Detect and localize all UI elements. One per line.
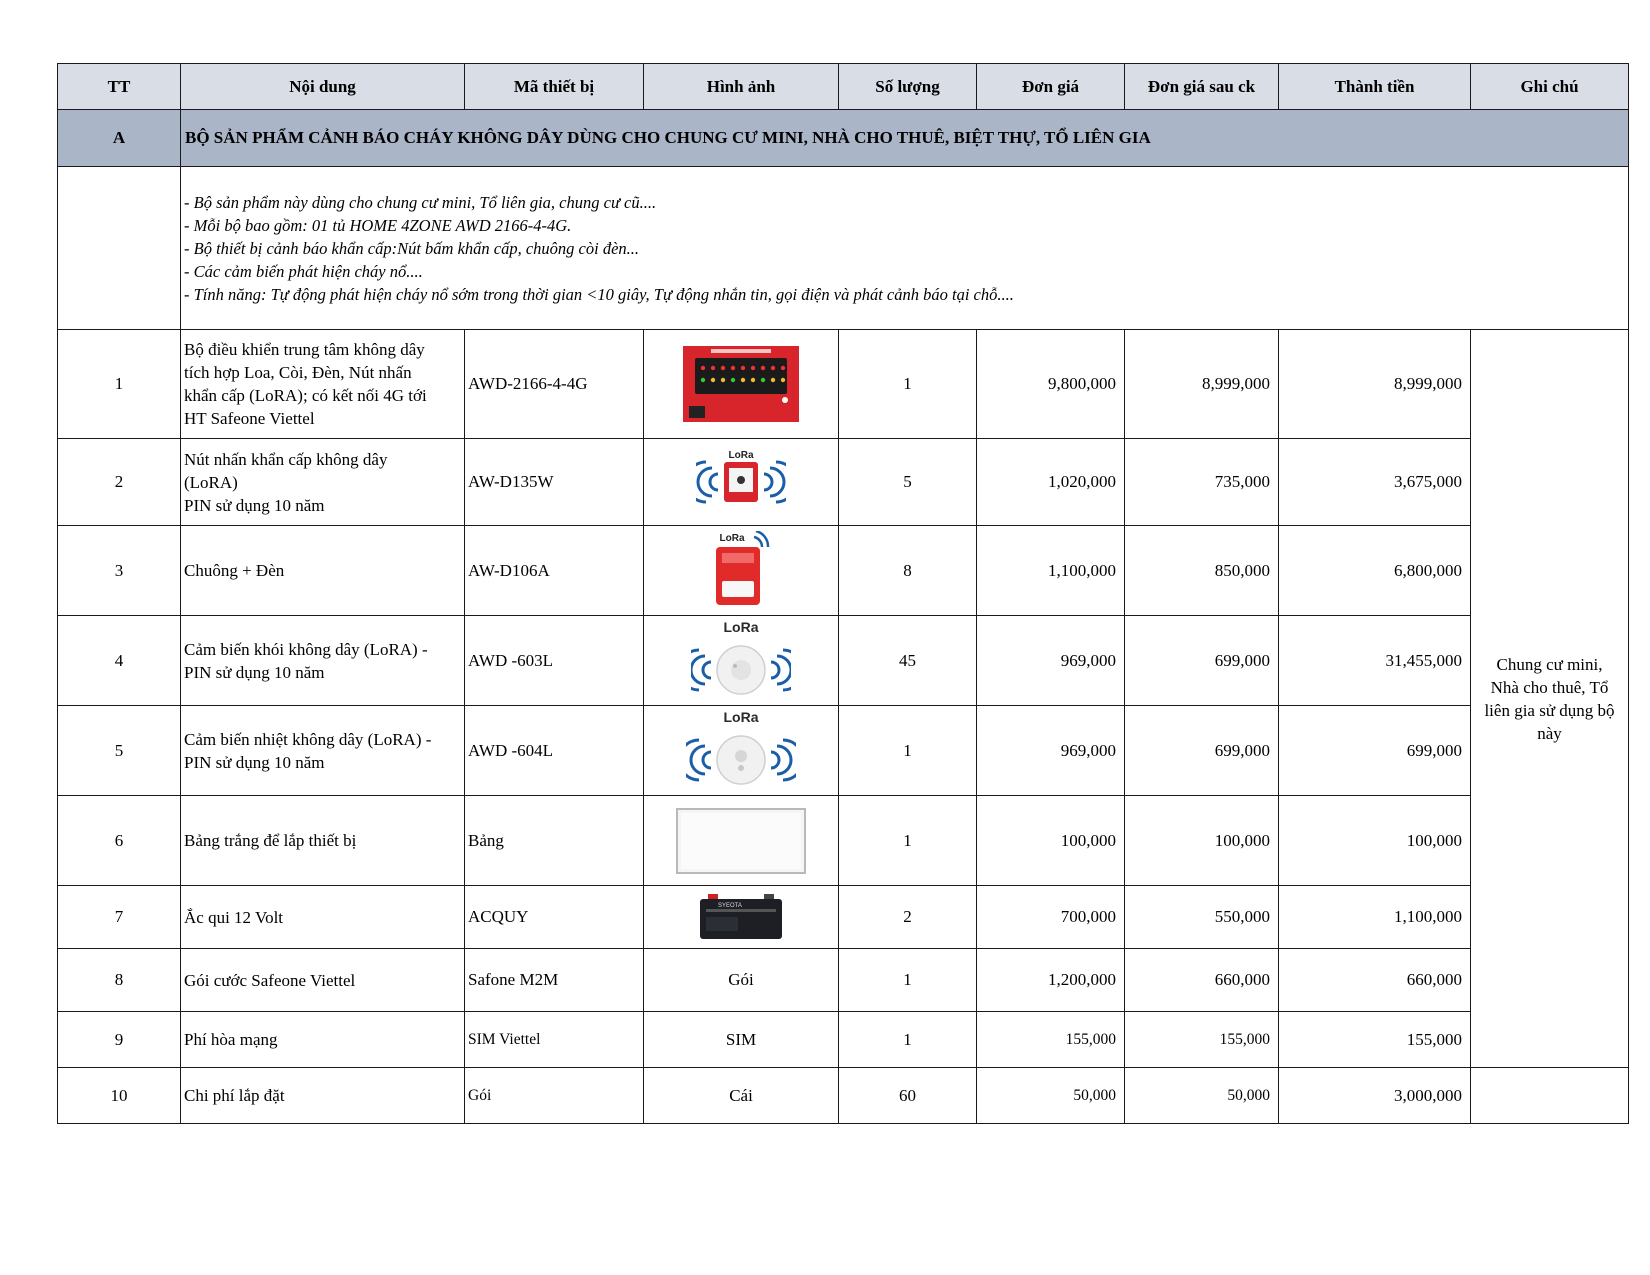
row-quantity: 2 [839, 886, 977, 949]
row-device-code: AW-D135W [465, 439, 644, 526]
header-tt: TT [58, 64, 181, 110]
ghi-chu-line: liên gia sử dụng bộ [1484, 700, 1615, 720]
note-line: - Bộ sản phẩm này dùng cho chung cư mini, Tổ liên gia, chung cư cũ.... [184, 192, 657, 212]
header-row [58, 64, 1629, 110]
header-hinh-anh: Hình ảnh [644, 64, 839, 110]
table-row [58, 1068, 1629, 1124]
row-device-code: AW-D106A [465, 526, 644, 616]
ghi-chu-note [1471, 330, 1629, 1068]
whiteboard-image [675, 807, 807, 875]
quotation-table [57, 63, 1629, 1124]
row-discounted-price: 850,000 [1125, 526, 1279, 616]
svg-text:SYEOTA: SYEOTA [718, 903, 742, 909]
row-total: 1,100,000 [1279, 886, 1471, 949]
header-ma-thiet-bi: Mã thiết bị [465, 64, 644, 110]
row-total: 100,000 [1279, 796, 1471, 886]
ghi-chu-empty [1471, 1068, 1629, 1124]
header-don-gia-sau-ck: Đơn giá sau ck [1125, 64, 1279, 110]
row-quantity: 1 [839, 796, 977, 886]
description-line: PIN sử dụng 10 năm [184, 662, 325, 682]
row-unit-price: 50,000 [977, 1068, 1125, 1124]
row-quantity: 5 [839, 439, 977, 526]
row-device-code: Gói [465, 1068, 644, 1124]
table-row [58, 796, 1629, 886]
lora-bell-strobe-image [644, 526, 839, 616]
row-quantity: 60 [839, 1068, 977, 1124]
table-row [58, 330, 1629, 439]
row-device-code: Bảng [465, 796, 644, 886]
row-image-text: Cái [644, 1068, 839, 1124]
row-unit-price: 969,000 [977, 706, 1125, 796]
description-line: Ắc qui 12 Volt [184, 907, 284, 927]
row-tt: 7 [58, 886, 181, 949]
whiteboard-image [644, 796, 839, 886]
row-quantity: 1 [839, 330, 977, 439]
note-line: - Bộ thiết bị cảnh báo khẩn cấp:Nút bấm khẩn cấp, chuông còi đèn... [184, 238, 640, 258]
notes-row [58, 167, 1629, 330]
row-discounted-price: 100,000 [1125, 796, 1279, 886]
note-line: - Tính năng: Tự động phát hiện cháy nổ sớm trong thời gian <10 giây, Tự động nhắn tin, gọi điện và phát cảnh báo tại chỗ.... [184, 284, 1014, 304]
row-device-code: AWD-2166-4-4G [465, 330, 644, 439]
row-quantity: 1 [839, 1012, 977, 1068]
row-description [181, 886, 465, 949]
row-discounted-price: 155,000 [1125, 1012, 1279, 1068]
ghi-chu-line: Nhà cho thuê, Tổ [1490, 677, 1609, 697]
row-total: 8,999,000 [1279, 330, 1471, 439]
description-line: khẩn cấp (LoRA); có kết nối 4G tới [184, 386, 427, 405]
notes-empty-cell [58, 167, 181, 330]
row-unit-price: 9,800,000 [977, 330, 1125, 439]
row-total: 3,000,000 [1279, 1068, 1471, 1124]
row-total: 155,000 [1279, 1012, 1471, 1068]
description-line: Cảm biến nhiệt không dây (LoRA) - [184, 729, 432, 749]
battery-image [698, 893, 784, 941]
table-row [58, 886, 1629, 949]
row-description [181, 526, 465, 616]
row-unit-price: 1,020,000 [977, 439, 1125, 526]
row-device-code: ACQUY [465, 886, 644, 949]
row-total: 660,000 [1279, 949, 1471, 1012]
control-panel-image [644, 330, 839, 439]
row-tt: 9 [58, 1012, 181, 1068]
header-so-luong: Số lượng [839, 64, 977, 110]
row-device-code: AWD -604L [465, 706, 644, 796]
battery-image [644, 886, 839, 949]
row-description [181, 796, 465, 886]
note-line: - Các cảm biến phát hiện cháy nổ.... [184, 261, 423, 281]
row-unit-price: 969,000 [977, 616, 1125, 706]
row-description [181, 616, 465, 706]
lora-smoke-detector-image [691, 618, 791, 704]
row-tt: 8 [58, 949, 181, 1012]
description-line: Gói cước Safeone Viettel [184, 970, 356, 990]
row-quantity: 1 [839, 706, 977, 796]
row-tt: 4 [58, 616, 181, 706]
row-unit-price: 700,000 [977, 886, 1125, 949]
description-line: tích hợp Loa, Còi, Đèn, Nút nhấn [184, 363, 412, 382]
row-quantity: 45 [839, 616, 977, 706]
row-discounted-price: 50,000 [1125, 1068, 1279, 1124]
header-ghi-chu: Ghi chú [1471, 64, 1629, 110]
control-panel-image [681, 344, 801, 424]
table-row [58, 526, 1629, 616]
description-line: PIN sử dụng 10 năm [184, 495, 325, 515]
row-discounted-price: 699,000 [1125, 706, 1279, 796]
row-discounted-price: 735,000 [1125, 439, 1279, 526]
row-tt: 10 [58, 1068, 181, 1124]
row-total: 6,800,000 [1279, 526, 1471, 616]
description-line: Phí hòa mạng [184, 1030, 278, 1049]
lora-heat-detector-image [686, 708, 796, 794]
row-description [181, 1012, 465, 1068]
row-description [181, 949, 465, 1012]
row-quantity: 1 [839, 949, 977, 1012]
row-unit-price: 1,100,000 [977, 526, 1125, 616]
row-quantity: 8 [839, 526, 977, 616]
description-line: Nút nhấn khẩn cấp không dây [184, 449, 388, 469]
description-line: Chuông + Đèn [184, 561, 285, 580]
row-discounted-price: 8,999,000 [1125, 330, 1279, 439]
table-row [58, 439, 1629, 526]
row-discounted-price: 660,000 [1125, 949, 1279, 1012]
row-description [181, 706, 465, 796]
description-line: Bộ điều khiển trung tâm không dây [184, 340, 425, 359]
row-unit-price: 1,200,000 [977, 949, 1125, 1012]
lora-call-point-image [644, 439, 839, 526]
row-total: 31,455,000 [1279, 616, 1471, 706]
row-tt: 5 [58, 706, 181, 796]
row-tt: 1 [58, 330, 181, 439]
row-image-text: SIM [644, 1012, 839, 1068]
lora-smoke-detector-image [644, 616, 839, 706]
notes-cell [181, 167, 1629, 330]
table-row [58, 1012, 1629, 1068]
header-thanh-tien: Thành tiền [1279, 64, 1471, 110]
description-line: Chi phí lắp đặt [184, 1086, 285, 1105]
table-row [58, 949, 1629, 1012]
row-description [181, 439, 465, 526]
row-device-code: AWD -603L [465, 616, 644, 706]
row-discounted-price: 699,000 [1125, 616, 1279, 706]
note-line: - Mỗi bộ bao gồm: 01 tủ HOME 4ZONE AWD 2166-4-4G. [184, 215, 572, 235]
row-total: 3,675,000 [1279, 439, 1471, 526]
description-line: HT Safeone Viettel [184, 409, 315, 428]
image-label: LoRa [719, 532, 745, 544]
row-tt: 6 [58, 796, 181, 886]
row-unit-price: 155,000 [977, 1012, 1125, 1068]
lora-bell-strobe-image [696, 531, 786, 611]
row-total: 699,000 [1279, 706, 1471, 796]
image-label: LoRa [723, 618, 759, 635]
section-row [58, 110, 1629, 167]
section-code: A [58, 110, 181, 167]
description-line: (LoRA) [184, 472, 238, 492]
row-image-text: Gói [644, 949, 839, 1012]
lora-heat-detector-image [644, 706, 839, 796]
description-line: Bảng trắng để lắp thiết bị [184, 831, 357, 850]
table-row [58, 616, 1629, 706]
header-noi-dung: Nội dung [181, 64, 465, 110]
row-description [181, 1068, 465, 1124]
row-unit-price: 100,000 [977, 796, 1125, 886]
header-don-gia: Đơn giá [977, 64, 1125, 110]
row-device-code: Safone M2M [465, 949, 644, 1012]
section-title: BỘ SẢN PHẨM CẢNH BÁO CHÁY KHÔNG DÂY DÙNG CHO CHUNG CƯ MINI, NHÀ CHO THUÊ, BIỆT THỰ, TỔ LIÊN GIA [181, 110, 1629, 167]
lora-call-point-image [696, 448, 786, 516]
description-line: Cảm biến khói không dây (LoRA) - [184, 639, 428, 659]
table-row [58, 706, 1629, 796]
row-tt: 3 [58, 526, 181, 616]
ghi-chu-line: Chung cư mini, [1496, 654, 1603, 674]
description-line: PIN sử dụng 10 năm [184, 752, 325, 772]
row-description [181, 330, 465, 439]
image-label: LoRa [723, 708, 759, 725]
row-discounted-price: 550,000 [1125, 886, 1279, 949]
row-device-code: SIM Viettel [465, 1012, 644, 1068]
row-tt: 2 [58, 439, 181, 526]
image-label: LoRa [728, 450, 754, 461]
ghi-chu-line: này [1537, 723, 1562, 743]
